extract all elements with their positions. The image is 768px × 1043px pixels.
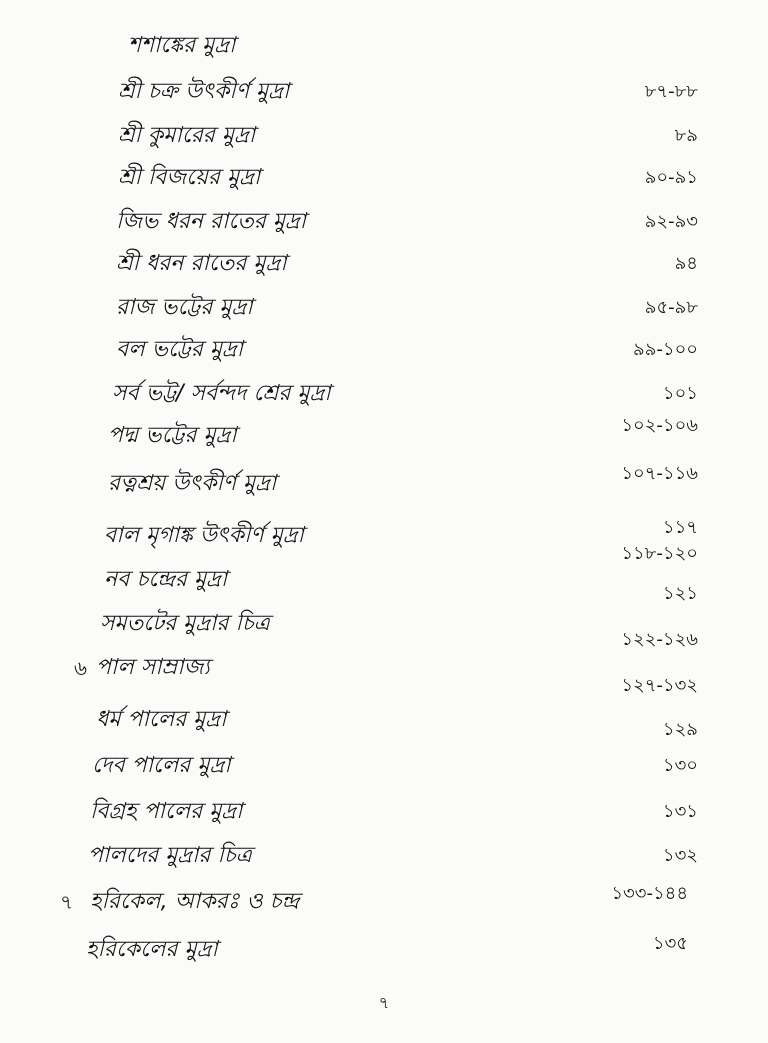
entry-title: দেব পালের মুদ্রা xyxy=(92,753,231,778)
entry-pages: ১৩৫ xyxy=(652,933,688,954)
entry-pages: ১৩২ xyxy=(662,845,698,866)
entry-title: পদ্ম ভট্টের মুদ্রা xyxy=(108,423,237,448)
entry-title: শ্রী ধরন রাতের মুদ্রা xyxy=(116,251,287,276)
entry-title: ধর্ম পালের মুদ্রা xyxy=(96,707,227,732)
entry-title: রত্নশ্রয় উৎকীর্ণ মুদ্রা xyxy=(108,471,277,496)
toc-entry xyxy=(0,836,768,876)
toc-entry xyxy=(0,288,768,328)
page-number: ৭ xyxy=(378,993,390,1012)
toc-entry xyxy=(0,116,768,156)
toc-entry xyxy=(0,930,768,970)
entry-pages: ১১৭ xyxy=(662,517,698,538)
entry-pages: ১২১ xyxy=(662,583,698,604)
toc-chapter xyxy=(0,648,768,696)
entry-pages: ১২২-১২৬ xyxy=(621,629,698,650)
entry-title: শ্রী চক্র উৎকীর্ণ মুদ্রা xyxy=(118,79,290,104)
entry-pages: ৯৯-১০০ xyxy=(633,339,698,360)
entry-title: শশাঙ্কের মুদ্রা xyxy=(128,33,236,58)
entry-pages: ৯২-৯৩ xyxy=(644,211,698,232)
entry-pages: ৯৫-৯৮ xyxy=(644,297,698,318)
entry-title: নব চন্দ্রের মুদ্রা xyxy=(104,567,228,592)
toc-chapter xyxy=(0,882,768,922)
toc-entry xyxy=(0,202,768,242)
entry-title: জিভ ধরন রাতের মুদ্রা xyxy=(116,209,307,234)
toc-entry xyxy=(0,330,768,370)
entry-pages: ১২৯ xyxy=(662,719,698,740)
entry-title: শ্রী কুমারের মুদ্রা xyxy=(118,123,256,148)
entry-title: বাল মৃগাঙ্ক উৎকীর্ণ মুদ্রা xyxy=(104,523,304,548)
entry-pages: ৯৪ xyxy=(674,253,698,274)
entry-pages: ১১৮-১২০ xyxy=(621,543,698,564)
entry-title: সর্ব ভট্ট/ সর্বন্দদ শ্রের মুদ্রা xyxy=(112,381,331,406)
entry-pages: ৮৭-৮৮ xyxy=(644,81,698,102)
toc-entry xyxy=(0,746,768,786)
entry-title: রাজ ভট্টের মুদ্রা xyxy=(116,295,253,320)
entry-title: পাল সাম্রাজ্য xyxy=(96,655,210,680)
entry-title: পালদের মুদ্রার চিত্র xyxy=(88,843,252,868)
toc-entry xyxy=(0,604,768,650)
entry-pages: ১৩৩-১৪৪ xyxy=(611,883,688,904)
entry-title: হরিকেল, আকরঃ ও চন্দ্র xyxy=(90,889,300,914)
entry-pages: ১০১ xyxy=(662,383,698,404)
toc-entry xyxy=(0,244,768,284)
entry-title: সমতটের মুদ্রার চিত্র xyxy=(100,611,270,636)
entry-pages: ১৩০ xyxy=(662,755,698,776)
toc-entry xyxy=(0,464,768,504)
chapter-number: ৭ xyxy=(60,890,74,914)
toc-entry xyxy=(0,26,768,66)
chapter-number: ৬ xyxy=(74,656,88,680)
entry-pages: ৯০-৯১ xyxy=(644,167,698,188)
entry-title: শ্রী বিজয়ের মুদ্রা xyxy=(118,165,261,190)
entry-title: বিগ্রহ পালের মুদ্রা xyxy=(90,799,243,824)
entry-pages: ১৩১ xyxy=(662,801,698,822)
entry-pages: ১০৭-১১৬ xyxy=(621,463,698,484)
entry-pages: ১০২-১০৬ xyxy=(621,415,698,436)
toc-entry xyxy=(0,158,768,198)
toc-entry xyxy=(0,792,768,832)
toc-entry xyxy=(0,416,768,456)
entry-pages: ৮৯ xyxy=(674,125,698,146)
entry-pages: ১২৭-১৩২ xyxy=(621,675,698,696)
toc-entry xyxy=(0,700,768,740)
entry-title: হরিকেলের মুদ্রা xyxy=(86,937,218,962)
toc-entry xyxy=(0,72,768,112)
toc-entry xyxy=(0,560,768,604)
entry-title: বল ভট্টের মুদ্রা xyxy=(116,337,244,362)
